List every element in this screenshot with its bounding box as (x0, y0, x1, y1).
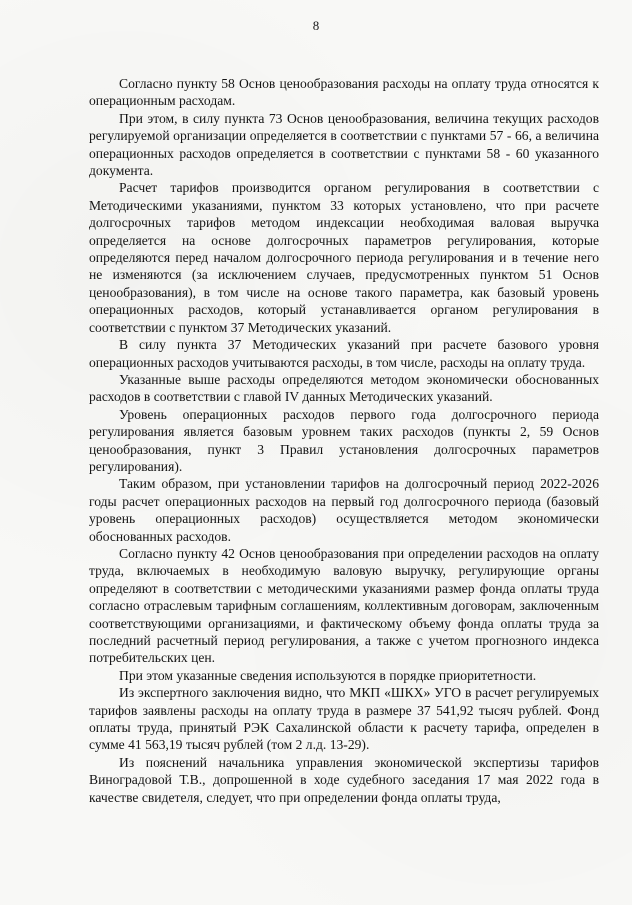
paragraph: При этом указанные сведения используются в порядке приоритетности. (119, 667, 537, 683)
paragraph: Согласно пункту 58 Основ ценообразования расходы на оплату труда относятся к операционным расходам. (89, 76, 599, 109)
paragraph: Согласно пункту 42 Основ ценообразования при определении расходов на оплату труда, включаемых в необходимую валовую выручку, регулирующие органы определяют в соответствии с методическими указаниями размер фонда оплаты труда согласно отраслевым тарифным соглашениям, коллективным договорам, заключенным соответствующими организациями, и фактическому объему фонда оплаты труда за последний расчетный период регулирования, а также с учетом прогнозного индекса потребительских цен. (89, 545, 599, 666)
page-number: 8 (312, 18, 320, 33)
paragraph: В силу пункта 37 Методических указаний при расчете базового уровня операционных расходов учитываются расходы, в том числе, расходы на оплату труда. (89, 337, 599, 370)
document-body (89, 75, 599, 806)
paragraph: Указанные выше расходы определяются методом экономически обоснованных расходов в соответствии с главой IV данных Методических указаний. (89, 371, 599, 405)
paragraph: При этом, в силу пункта 73 Основ ценообразования, величина текущих расходов регулируемой организации определяется в соответствии с пунктами 57 - 66, а величина операционных расходов определяется в соответствии с пунктами 58 - 60 указанного документа. (89, 110, 599, 179)
paragraph: Из экспертного заключения видно, что МКП «ШКХ» УГО в расчет регулируемых тарифов заявлены расходы на оплату труда в размере 37 541,92 тысяч рублей. Фонд оплаты труда, принятый РЭК Сахалинской области к расчету тарифа, определен в сумме 41 563,19 тысяч рублей (том 2 л.д. 13-29). (89, 685, 599, 753)
paragraph: Из пояснений начальника управления экономической экспертизы тарифов Виноградовой Т.В., допрошенной в ходе судебного заседания 17 мая 2022 года в качестве свидетеля, следует, что при определении фонда оплаты труда, (89, 754, 599, 805)
paragraph: Расчет тарифов производится органом регулирования в соответствии с Методическими указаниями, пунктом 33 которых установлено, что при расчете долгосрочных тарифов методом индексации необходимая валовая выручка определяется на основе долгосрочных параметров регулирования, которые определяются перед началом долгосрочного периода регулирования и в течение него не изменяются (за исключением случаев, предусмотренных пунктом 51 Основ ценообразования), в том числе на основе такого параметра, как базовый уровень операционных расходов, который устанавливается органом регулирования в соответствии с пунктом 37 Методических указаний. (89, 180, 599, 335)
paragraph: Уровень операционных расходов первого года долгосрочного периода регулирования является базовым уровнем таких расходов (пункты 2, 59 Основ ценообразования, пункт 3 Правил установления долгосрочных параметров регулирования). (89, 406, 599, 474)
paragraph: Таким образом, при установлении тарифов на долгосрочный период 2022-2026 годы расчет операционных расходов на первый год долгосрочного периода (базовый уровень операционных расходов) осуществляется методом экономически обоснованных расходов. (89, 476, 599, 544)
